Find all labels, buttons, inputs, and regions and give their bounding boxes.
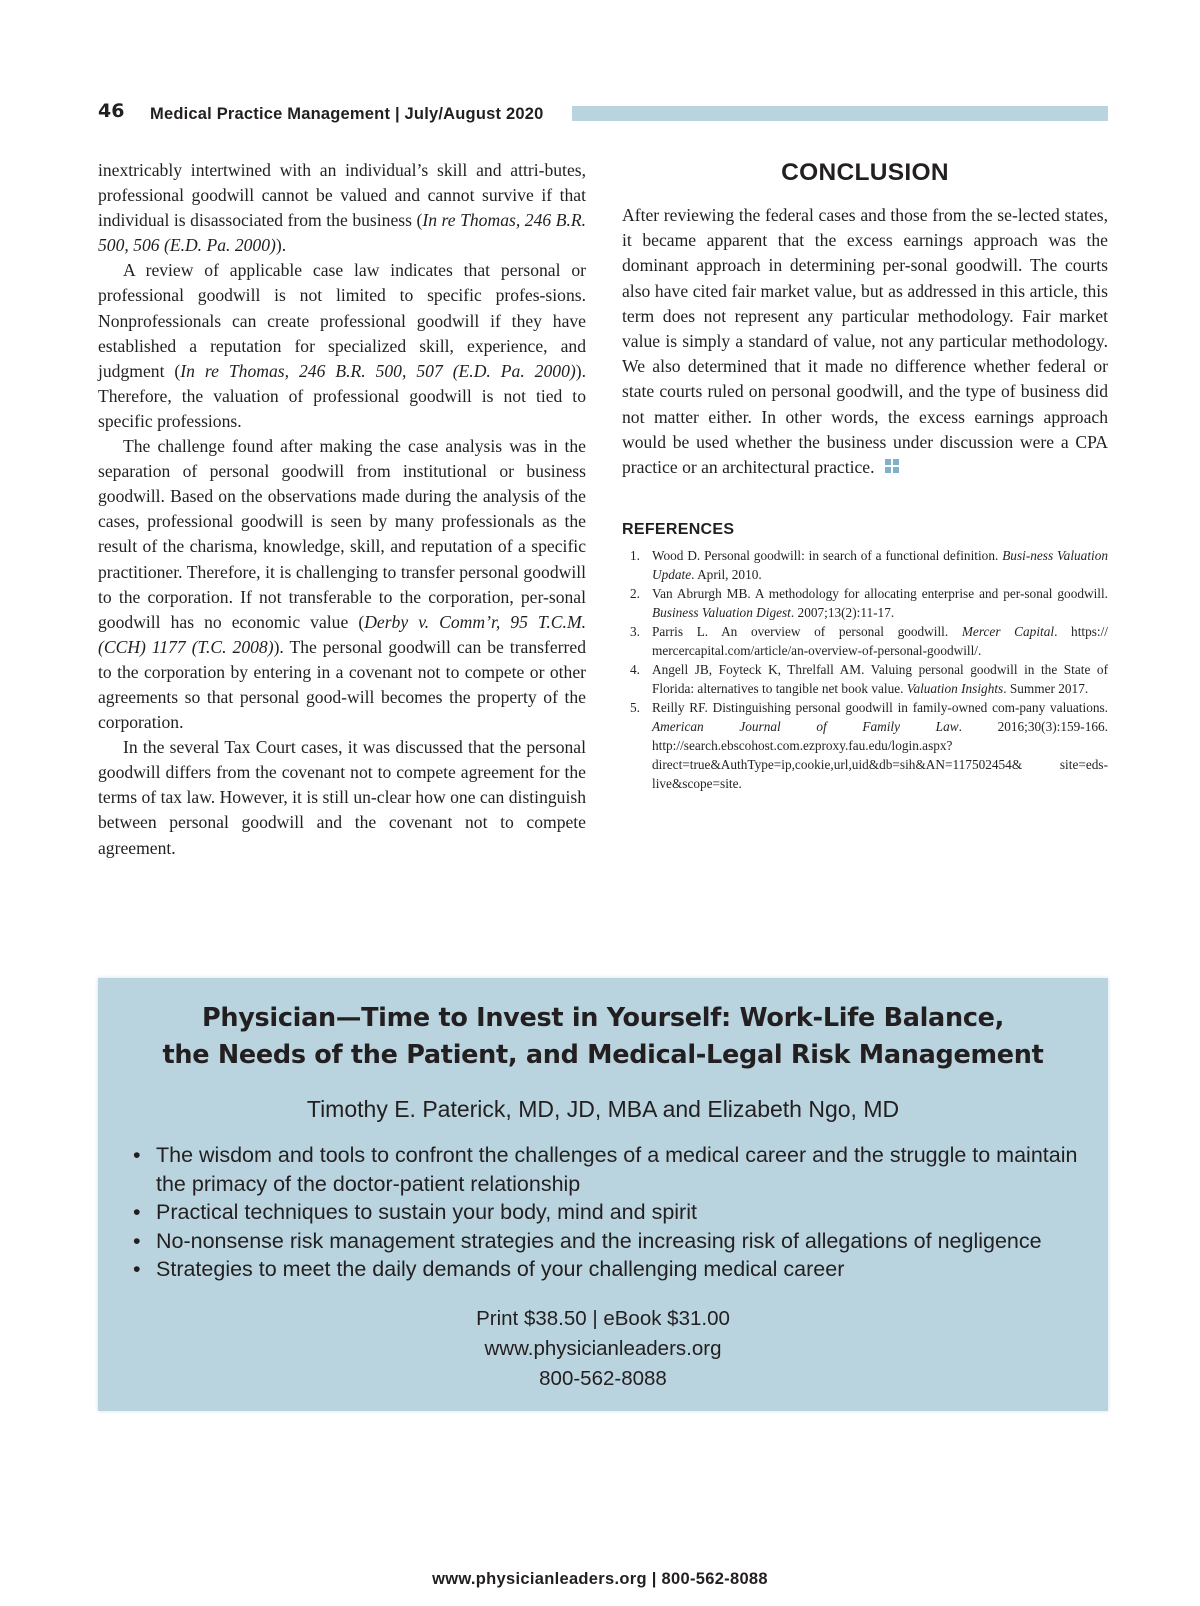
reference-number: 2. bbox=[630, 586, 640, 602]
citation-italic: Derby v. Comm’r, 95 T.C.M. (CCH) 1177 (T.C. 2008) bbox=[98, 611, 586, 657]
reference-number: 1. bbox=[630, 548, 640, 564]
reference-number: 3. bbox=[630, 624, 640, 640]
right-column bbox=[622, 158, 1108, 793]
conclusion-text: After reviewing the federal cases and those from the se-lected states, it became apparent that the excess earnings approach was the dominant approach in determining per-sonal goodwill. The courts also have cited fair market value, but as addressed in this article, this term does not represent any particular methodology. Fair market value is simply a standard of value, not any particular methodology. We also determined that it made no difference whether federal or state courts ruled on personal goodwill, and the type of business did not matter either. In other words, the excess earnings approach would be used whether the business under discussion were a CPA practice or an architectural practice. bbox=[622, 205, 1108, 478]
promo-bullet-list bbox=[130, 1141, 1090, 1284]
conclusion-heading: CONCLUSION bbox=[781, 159, 949, 186]
book-promo-box bbox=[98, 978, 1108, 1411]
reference-list bbox=[622, 546, 1108, 793]
end-of-article-icon bbox=[885, 459, 900, 474]
promo-title-line: Physician—Time to Invest in Yourself: Work-Life Balance, bbox=[201, 1003, 1005, 1033]
citation-italic: In re Thomas, 246 B.R. 500, 506 (E.D. Pa. 2000) bbox=[98, 210, 587, 256]
citation-italic: Busi-ness Valuation Update bbox=[652, 548, 1109, 583]
promo-authors: Timothy E. Paterick, MD, JD, MBA and Elizabeth Ngo, MD bbox=[306, 1096, 900, 1122]
reference-item bbox=[622, 622, 1108, 660]
reference-text: Van Abrurgh MB. A methodology for allocating enterprise and per-sonal goodwill. Business Valuation Digest. 2007;13(2):11-17. bbox=[652, 586, 1108, 621]
left-column bbox=[98, 158, 586, 861]
reference-text: Parris L. An overview of personal goodwill. Mercer Capital. https:// mercercapital.com/article/an-overview-of-personal-goodwill/. bbox=[652, 624, 1108, 659]
page-number: 46 bbox=[98, 100, 125, 122]
promo-title bbox=[98, 1000, 1108, 1074]
body-paragraph: In the several Tax Court cases, it was discussed that the personal goodwill differs from the covenant not to compete agreement for the terms of tax law. However, it is still un-clear how one can distinguish between personal goodwill and the covenant not to compete agreement. bbox=[98, 737, 586, 858]
promo-title-line: the Needs of the Patient, and Medical-Legal Risk Management bbox=[162, 1040, 1044, 1070]
references-heading: REFERENCES bbox=[622, 521, 735, 539]
body-paragraph: A review of applicable case law indicates that personal or professional goodwill is not limited to specific profes-sions. Nonprofessionals can create professional goodwill if they have established a reputation for specialized skill, experience, and judgment (In re Thomas, 246 B.R. 500, 507 (E.D. Pa. 2000)). Therefore, the valuation of professional goodwill is not tied to specific professions. bbox=[98, 260, 586, 431]
promo-bullet: • No-nonsense risk management strategies and the increasing risk of allegations of negligence bbox=[130, 1227, 1090, 1256]
reference-item bbox=[622, 660, 1108, 698]
reference-item bbox=[622, 698, 1108, 793]
running-header bbox=[98, 99, 1108, 129]
journal-running-head: Medical Practice Management | July/August 2020 bbox=[150, 105, 544, 123]
reference-number: 5. bbox=[630, 700, 640, 716]
citation-italic: American Journal of Family Law bbox=[652, 719, 959, 735]
promo-bullet: • Practical techniques to sustain your body, mind and spirit bbox=[130, 1198, 1090, 1227]
promo-website-link[interactable]: www.physicianleaders.org bbox=[484, 1337, 722, 1360]
reference-item bbox=[622, 546, 1108, 584]
promo-bullet: • Strategies to meet the daily demands of your challenging medical career bbox=[130, 1255, 1090, 1284]
reference-text: Wood D. Personal goodwill: in search of a functional definition. Busi-ness Valuation Update. April, 2010. bbox=[652, 548, 1109, 583]
conclusion-paragraph bbox=[622, 203, 1108, 480]
reference-text: Reilly RF. Distinguishing personal goodwill in family-owned com-pany valuations. American Journal of Family Law. 2016;30(3):159-166. http://search.ebscohost.com.ezproxy.fau.edu/login.aspx? direct=true&AuthType=ip,cookie,url,uid&db=sih&AN=117502454& site=eds-live&scope=site. bbox=[652, 700, 1108, 792]
body-paragraph: The challenge found after making the case analysis was in the separation of personal goodwill from institutional or business goodwill. Based on the observations made during the analysis of the cases, professional goodwill is seen by many professionals as the result of the charisma, knowledge, skill, and reputation of a specific practitioner. Therefore, it is challenging to transfer personal goodwill to the corporation. If not transferable to the corporation, per-sonal goodwill has no economic value (Derby v. Comm’r, 95 T.C.M. (CCH) 1177 (T.C. 2008)). The personal goodwill can be transferred to the corporation by entering in a covenant not to compete or other agreements so that personal good-will becomes the property of the corporation. bbox=[98, 436, 586, 733]
body-paragraph: inextricably intertwined with an individual’s skill and attri-butes, professional goodwill cannot be valued and cannot survive if that individual is disassociated from the business (In re Thomas, 246 B.R. 500, 506 (E.D. Pa. 2000)). bbox=[98, 160, 587, 256]
reference-text: Angell JB, Foyteck K, Threlfall AM. Valuing personal goodwill in the State of Florida: alternatives to tangible net book value. Valuation Insights. Summer 2017. bbox=[652, 662, 1108, 697]
reference-number: 4. bbox=[630, 662, 640, 678]
page-footer: www.physicianleaders.org | 800-562-8088 bbox=[432, 1570, 768, 1588]
citation-italic: In re Thomas, 246 B.R. 500, 507 (E.D. Pa. 2000) bbox=[180, 360, 576, 381]
citation-italic: Business Valuation Digest bbox=[652, 605, 791, 621]
citation-italic: Mercer Capital bbox=[961, 624, 1055, 640]
reference-item bbox=[622, 584, 1108, 622]
promo-bullet: • The wisdom and tools to confront the challenges of a medical career and the struggle to maintain the primacy of the doctor-patient relationship bbox=[130, 1141, 1090, 1198]
promo-phone: 800-562-8088 bbox=[539, 1367, 667, 1390]
citation-italic: Valuation Insights bbox=[906, 681, 1004, 697]
promo-price: Print $38.50 | eBook $31.00 bbox=[476, 1307, 730, 1330]
header-rule bbox=[572, 106, 1108, 121]
